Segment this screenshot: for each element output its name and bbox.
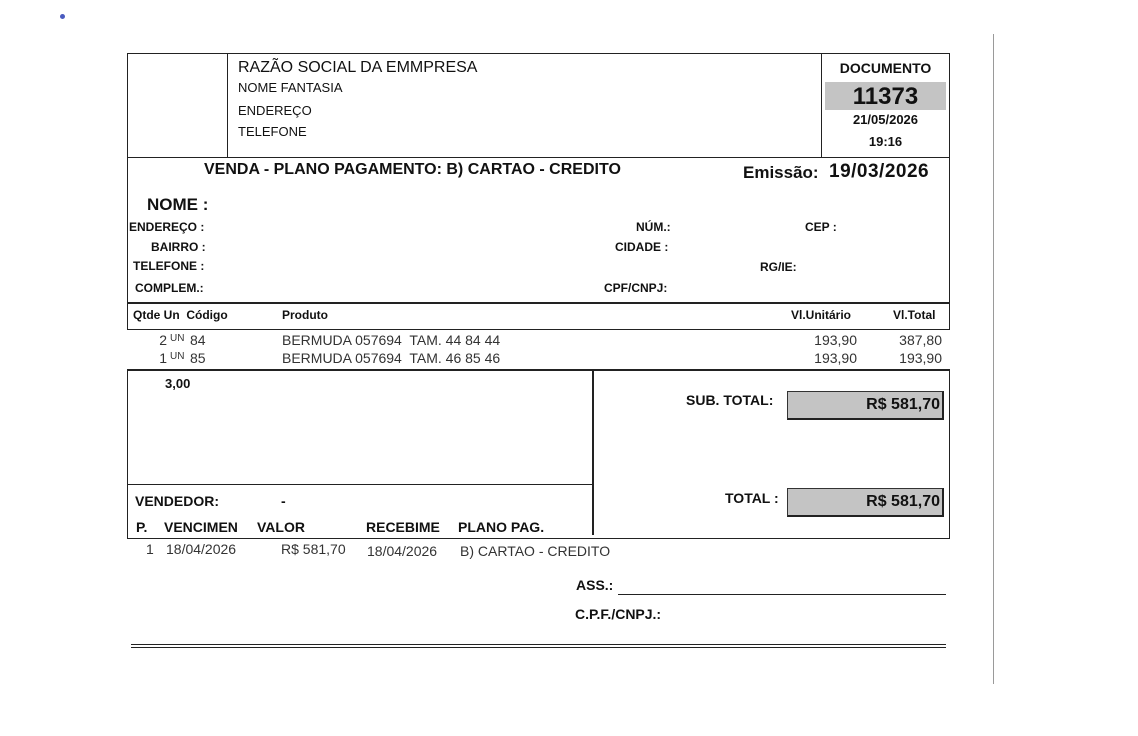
parcela-vencimento: 18/04/2026 bbox=[166, 541, 237, 557]
item-vl-unitario: 193,90 bbox=[814, 350, 857, 366]
item-un: UN bbox=[170, 351, 185, 362]
bairro-label: BAIRRO : bbox=[151, 240, 206, 254]
bullet-dot bbox=[60, 14, 65, 19]
item-qtde: 1 bbox=[159, 350, 167, 366]
complem-label: COMPLEM.: bbox=[135, 281, 204, 295]
emissao-label: Emissão: bbox=[743, 163, 819, 182]
documento-label: DOCUMENTO bbox=[839, 60, 932, 76]
total-qtde: 3,00 bbox=[165, 376, 191, 391]
documento-hora: 19:16 bbox=[868, 134, 903, 149]
logo-divider bbox=[227, 53, 228, 158]
item-produto: BERMUDA 057694 TAM. 46 85 46 bbox=[282, 350, 501, 366]
total-label: TOTAL : bbox=[725, 490, 779, 506]
itens-header-qtde: Qtde Un Código bbox=[133, 308, 228, 322]
item-un: UN bbox=[170, 333, 185, 344]
venda-titulo: VENDA - PLANO PAGAMENTO: B) CARTAO - CREDITO bbox=[204, 161, 621, 178]
parcela-row bbox=[127, 541, 647, 559]
footer-line-top bbox=[131, 644, 946, 645]
emissao-data: 19/03/2026 bbox=[829, 161, 930, 182]
item-qtde: 2 bbox=[159, 332, 167, 348]
ass-label: ASS.: bbox=[576, 577, 614, 593]
subtotal-valor: R$ 581,70 bbox=[787, 391, 944, 420]
parcela-valor: R$ 581,70 bbox=[281, 541, 346, 557]
vendedor-label: VENDEDOR: bbox=[135, 493, 220, 509]
itens-header-produto: Produto bbox=[282, 308, 328, 322]
itens-header-vl-unitario: Vl.Unitário bbox=[791, 308, 852, 322]
item-produto: BERMUDA 057694 TAM. 44 84 44 bbox=[282, 332, 501, 348]
itens-header-vl-total: Vl.Total bbox=[893, 308, 936, 322]
parcela-header-plano: PLANO PAG. bbox=[458, 519, 545, 535]
rgie-label: RG/IE: bbox=[760, 260, 797, 274]
parcela-header-p: P. bbox=[136, 519, 148, 535]
table-row bbox=[127, 332, 950, 349]
item-vl-total: 387,80 bbox=[899, 332, 942, 348]
parcela-header-valor: VALOR bbox=[257, 519, 305, 535]
parcela-header-recebime: RECEBIME bbox=[366, 519, 440, 535]
documento-numero: 11373 bbox=[825, 82, 946, 110]
parcela-p: 1 bbox=[146, 541, 154, 557]
footer-line-bottom bbox=[131, 647, 946, 648]
cidade-label: CIDADE : bbox=[615, 240, 669, 254]
company-telefone: TELEFONE bbox=[238, 124, 307, 139]
item-vl-unitario: 193,90 bbox=[814, 332, 857, 348]
telefone-label: TELEFONE : bbox=[133, 259, 205, 273]
resumo-divider bbox=[592, 369, 594, 535]
documento-data: 21/05/2026 bbox=[852, 112, 919, 127]
cpf-cnpj-signature-label: C.P.F./CNPJ.: bbox=[575, 606, 662, 622]
total-valor: R$ 581,70 bbox=[787, 488, 944, 517]
subtotal-label: SUB. TOTAL: bbox=[686, 392, 774, 408]
parcela-header-vencimen: VENCIMEN bbox=[164, 519, 238, 535]
company-endereco: ENDEREÇO bbox=[238, 103, 312, 118]
num-label: NÚM.: bbox=[636, 220, 671, 234]
nome-label: NOME : bbox=[147, 195, 209, 214]
parcela-recebimento: 18/04/2026 bbox=[367, 543, 438, 559]
ass-line bbox=[618, 594, 946, 595]
vendedor-divider bbox=[127, 484, 593, 485]
nome-fantasia: NOME FANTASIA bbox=[238, 80, 343, 95]
endereco-label: ENDEREÇO : bbox=[129, 220, 205, 234]
item-codigo: 85 bbox=[190, 350, 206, 366]
cep-label: CEP : bbox=[805, 220, 837, 234]
item-vl-total: 193,90 bbox=[899, 350, 942, 366]
table-row bbox=[127, 350, 950, 367]
parcela-plano: B) CARTAO - CREDITO bbox=[460, 543, 611, 559]
vendedor-valor: - bbox=[281, 493, 286, 509]
page-edge-line bbox=[993, 34, 994, 684]
razao-social: RAZÃO SOCIAL DA EMMPRESA bbox=[238, 59, 478, 76]
cpf-cnpj-label: CPF/CNPJ: bbox=[604, 281, 668, 295]
item-codigo: 84 bbox=[190, 332, 206, 348]
